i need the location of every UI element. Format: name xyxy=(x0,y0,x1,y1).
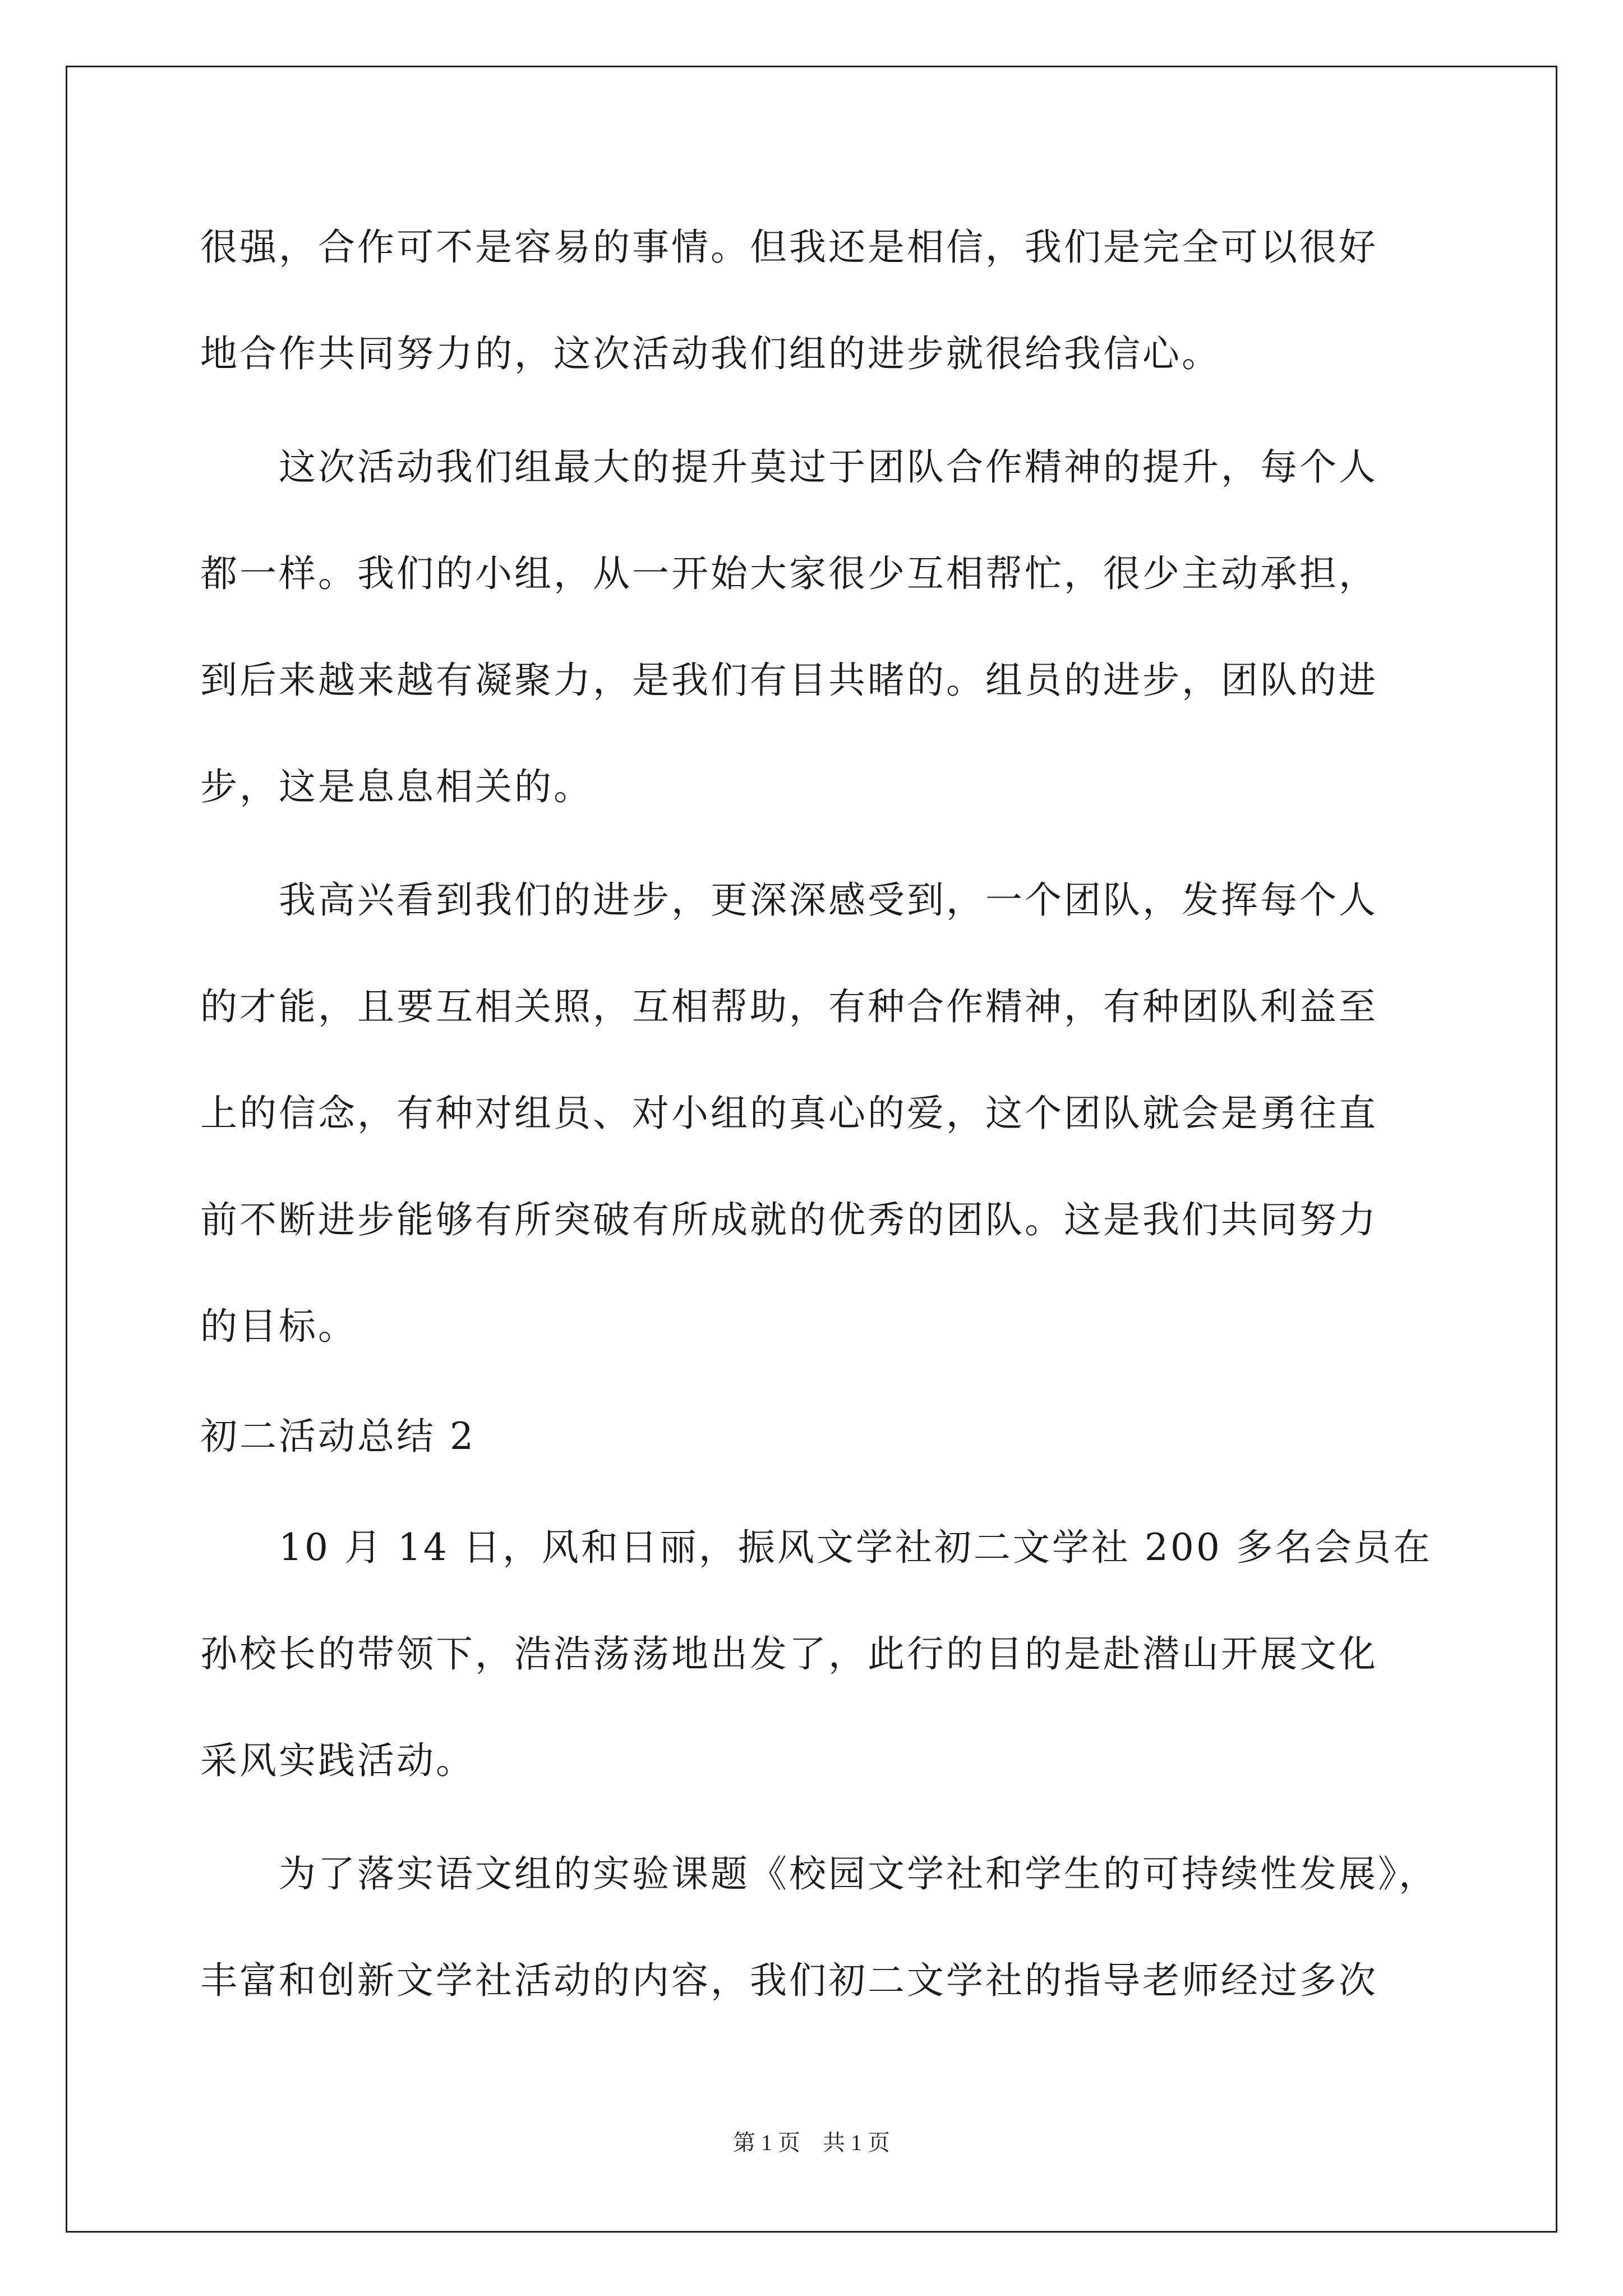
page-border xyxy=(66,66,1557,2233)
text-line: 前不断进步能够有所突破有所成就的优秀的团队。这是我们共同努力 xyxy=(200,1198,1378,1241)
text-line: 上的信念，有种对组员、对小组的真心的爱，这个团队就会是勇往直 xyxy=(200,1092,1378,1135)
text-line: 地合作共同努力的，这次活动我们组的进步就很给我信心。 xyxy=(200,332,1221,375)
text-line: 的目标。 xyxy=(200,1305,357,1348)
paragraph-first-line: 这次活动我们组最大的提升莫过于团队合作精神的提升，每个人 xyxy=(279,445,1378,489)
text-line: 采风实践活动。 xyxy=(200,1739,475,1782)
text-line: 很强，合作可不是容易的事情。但我还是相信，我们是完全可以很好 xyxy=(200,226,1378,269)
text-line: 的才能，且要互相关照，互相帮助，有种合作精神，有种团队利益至 xyxy=(200,985,1378,1028)
text-line: 步，这是息息相关的。 xyxy=(200,765,593,808)
paragraph-first-line: 我高兴看到我们的进步，更深深感受到，一个团队，发挥每个人 xyxy=(279,878,1378,922)
page-footer: 第 1 页 共 1 页 xyxy=(733,2130,890,2155)
text-line: 丰富和创新文学社活动的内容，我们初二文学社的指导老师经过多次 xyxy=(200,1959,1378,2002)
paragraph-first-line: 为了落实语文组的实验课题《校园文学社和学生的可持续性发展》， xyxy=(279,1852,1438,1895)
text-line: 都一样。我们的小组，从一开始大家很少互相帮忙，很少主动承担， xyxy=(200,552,1378,595)
paragraph-first-line: 10 月 14 日，风和日丽，振风文学社初二文学社 200 多名会员在 xyxy=(279,1526,1432,1569)
section-heading: 初二活动总结 2 xyxy=(200,1415,476,1458)
text-line: 到后来越来越有凝聚力，是我们有目共睹的。组员的进步，团队的进 xyxy=(200,659,1378,702)
text-line: 孙校长的带领下，浩浩荡荡地出发了，此行的目的是赴潜山开展文化 xyxy=(200,1632,1378,1676)
